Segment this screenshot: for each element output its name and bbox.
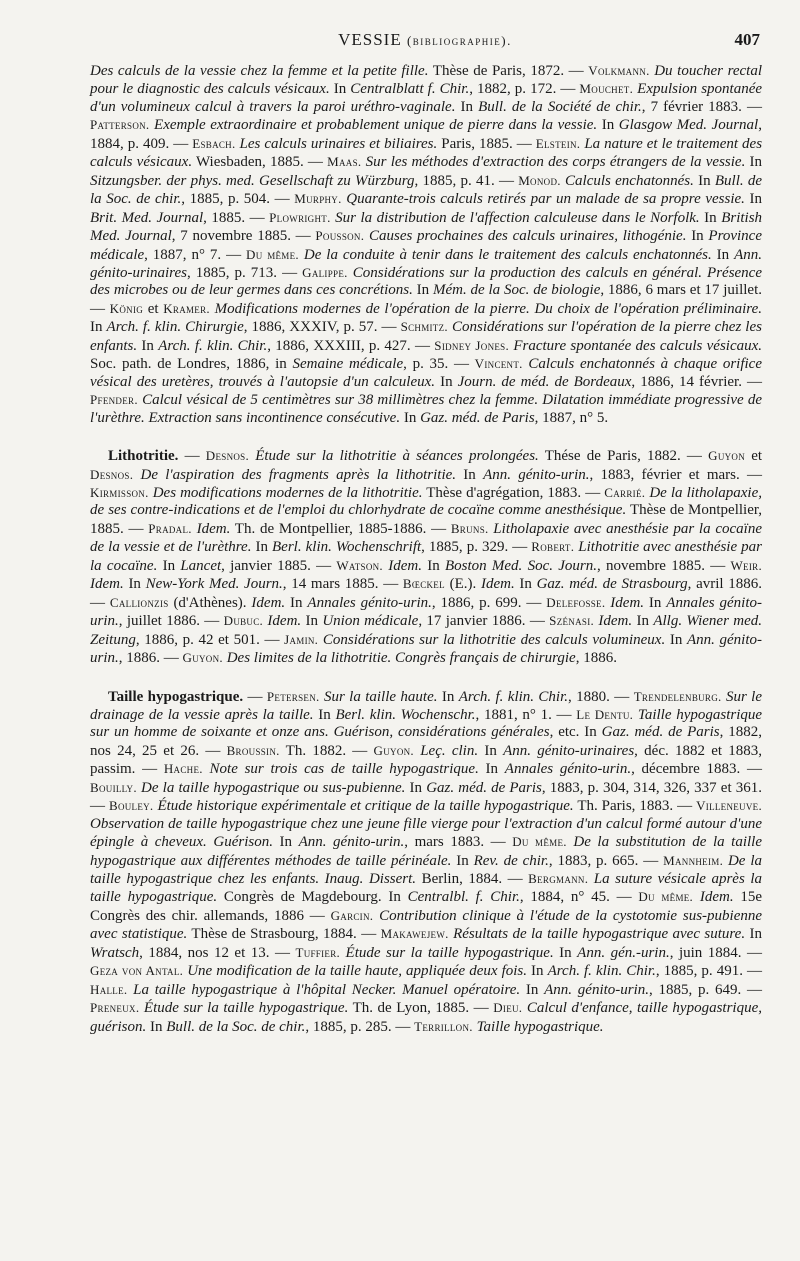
citation-text: , 1885. — xyxy=(203,209,270,226)
citation-text: , 1885, p. 41. — xyxy=(414,172,519,189)
citation-text: , 1883, p. 665. — xyxy=(548,852,664,869)
title-text: De la conduite à tenir dans le traitement des calculs enchatonnés. xyxy=(298,246,712,263)
page-number: 407 xyxy=(734,30,760,49)
title-text: Wratsch xyxy=(90,944,140,961)
title-text: Des limites de la lithotritie. Congrès français de chirurgie xyxy=(222,650,576,667)
title-text: La suture vésicale après la taille hypogastrique. xyxy=(90,871,763,906)
title-text: De la taille hypogastrique ou sus-pubienne. xyxy=(136,779,406,796)
title-text: Du toucher rectal pour le diagnostic des calculs vésicaux. xyxy=(90,63,763,98)
author-name: Desnos. xyxy=(90,466,134,482)
citation-text: Wiesbaden, 1885. — xyxy=(192,154,328,171)
author-name: Villeneuve. xyxy=(696,798,762,814)
citation-text: Thèse de Strasbourg, 1884. — xyxy=(187,926,381,943)
author-name: König xyxy=(109,300,144,316)
citation-text: In xyxy=(514,576,537,593)
author-name: Kramer. xyxy=(163,300,210,316)
citation-text: , 1880. — xyxy=(568,688,634,705)
citation-text: In xyxy=(285,594,308,611)
title-text: Idem. xyxy=(90,576,124,593)
author-name: Schmitz. xyxy=(400,319,448,335)
citation-text: et xyxy=(745,448,763,465)
title-text: Expulsion spontanée d'un volumineux calcul à travers la paroi uréthro-vaginale. xyxy=(90,81,763,115)
title-text: Berl. klin. Wochenschr. xyxy=(335,706,476,723)
citation-text: , 7 novembre 1885. — xyxy=(171,228,316,245)
title-text: Union médicale xyxy=(322,613,419,630)
citation-text: In xyxy=(527,963,548,980)
title-text: Province médicale xyxy=(90,228,762,263)
title-text: Taille hypogastrique sur un homme de soixante et onze ans. Guérison, considérations générales xyxy=(90,706,763,741)
author-name: Bergmann. xyxy=(528,871,589,887)
citation-text: , juillet 1886. — xyxy=(118,613,224,630)
citation-text: In xyxy=(146,1018,167,1035)
title-text: Sur les méthodes d'extraction des corps étrangers de la vessie. xyxy=(361,154,746,171)
citation-text: , 1884, p. 409. — xyxy=(90,117,762,152)
title-text: Étude historique expérimentale et critique de la taille hypogastrique. xyxy=(153,798,574,815)
citation-text: In xyxy=(456,466,484,483)
citation-text: Thèse de Montpellier, 1885. — xyxy=(90,502,762,537)
citation-text: In xyxy=(412,282,433,299)
citation-text: Paris, 1885. — xyxy=(437,135,536,152)
citation-text: , 1886, p. 42 et 501. — xyxy=(135,631,285,648)
citation-text: , janvier 1885. — xyxy=(221,557,337,574)
title-text: Journ. de méd. de Bordeaux xyxy=(457,373,632,390)
citation-text: , mars 1883. — xyxy=(404,834,513,851)
title-text: New-York Med. Journ. xyxy=(145,576,283,593)
title-text: Étude sur la lithotritie à séances prolongées. xyxy=(249,448,539,465)
citation-text: In xyxy=(405,779,427,796)
title-text: De la substitution de la taille hypogastrique aux différentes méthodes de taille périnéale. xyxy=(90,834,762,869)
title-text: Sur la distribution de l'affection calculeuse dans le Norfolk. xyxy=(330,209,700,226)
title-text: Calcul vésical de 5 centimètres sur 38 millimètres chez la femme. Dilatation immédiate progressive de l'urèthre. Extraction sans incontinence consécutive. xyxy=(90,392,762,426)
author-name: Vincent. xyxy=(474,356,523,372)
title-text: Lancet xyxy=(180,557,222,574)
title-text: Modifications modernes de l'opération de la pierre. Du choix de l'opération préliminaire. xyxy=(209,300,762,317)
citation-text: In xyxy=(744,191,762,208)
citation-text: In xyxy=(437,688,459,705)
title-text: Bull. de la Soc. de chir. xyxy=(166,1018,306,1035)
citation-text: In xyxy=(665,631,687,648)
citation-text: Th. de Montpellier, 1885-1886. — xyxy=(230,520,451,537)
running-title xyxy=(90,30,760,50)
title-text: Étude sur la taille hypogastrique. xyxy=(340,944,554,961)
author-name: Desnos. xyxy=(205,448,250,464)
title-text: Idem. xyxy=(605,594,645,611)
author-name: Galippe. xyxy=(302,264,348,280)
citation-text: , 1882, p. 172. — xyxy=(469,81,580,98)
title-text: Fracture spontanée des calculs vésicaux. xyxy=(509,337,763,354)
citation-text: , novembre 1885. — xyxy=(596,557,731,574)
author-name: Du même. xyxy=(512,834,567,850)
citation-text: Congrès de Magdebourg. In xyxy=(217,889,408,906)
citation-text: In xyxy=(644,594,667,611)
title-text: Considérations sur la production des calculs en général. Présence des microbes ou de leur germes dans ces concrétions. xyxy=(90,264,763,299)
citation-text: In xyxy=(745,154,763,171)
title-text: Résultats de la taille hypogastrique avec suture. xyxy=(448,926,746,943)
title-text: De la litholapaxie, de ses contre-indications et de l'emploi du chlorhydrate de cocaïne comme anesthésique. xyxy=(90,484,762,519)
running-header xyxy=(90,30,760,54)
title-text: Observation de taille hypogastrique chez une jeune fille vierge pour l'extraction d'un calcul formé autour d'une épingle à cheveux. Guérison. xyxy=(90,815,762,851)
title-text: Idem. xyxy=(251,594,286,611)
citation-text: 15e Congrès des chir. allemands, 1886 — xyxy=(90,889,762,924)
citation-text: In xyxy=(553,944,578,961)
author-name: Szénasi. xyxy=(549,613,595,629)
author-name: Trendelenburg. xyxy=(633,688,722,704)
citation-text: In xyxy=(597,117,619,134)
citation-text: Berlin, 1884. — xyxy=(416,871,529,888)
citation-text: In xyxy=(421,557,445,574)
title-text: Arch. f. klin. Chirurgie xyxy=(106,319,244,336)
citation-text: , avril 1886. — xyxy=(90,576,762,611)
author-name: Pradal. xyxy=(148,520,192,536)
citation-text: , p. 35. — xyxy=(403,356,475,373)
title-text: Gaz. méd. de Paris xyxy=(420,409,535,426)
citation-text: , 1886. — xyxy=(118,650,183,667)
title-text: Semaine médicale xyxy=(292,356,404,373)
title-text: Quarante-trois calculs retirés par un malade de sa propre vessie. xyxy=(341,191,745,208)
author-name: Guyon. xyxy=(182,650,223,666)
citation-text: , 1886, 6 mars et 17 juillet. — xyxy=(90,282,762,317)
citation-text: , 1884, nos 12 et 13. — xyxy=(139,944,296,961)
citation-text: — xyxy=(178,448,206,465)
citation-text: In xyxy=(123,576,146,593)
title-text: La taille hypogastrique à l'hôpital Necker. Manuel opératoire. xyxy=(127,981,521,998)
citation-text: , 1885, p. 713. — xyxy=(186,264,303,281)
citation-text: , 1885, p. 649. — xyxy=(649,981,763,998)
title-text: Des calculs de la vessie chez la femme et la petite fille. xyxy=(90,63,429,79)
title-text: Calcul d'enfance, taille hypogastrique, guérison. xyxy=(90,1000,763,1035)
title-text: Berl. klin. Wochenschrift xyxy=(272,539,422,556)
citation-text: Soc. path. de Londres, 1886, in xyxy=(90,356,293,373)
title-text: Étude sur la taille hypogastrique. xyxy=(139,1000,349,1017)
title-text: Une modification de la taille haute, appliquée deux fois. xyxy=(183,963,527,980)
citation-text: , décembre 1883. — xyxy=(631,761,763,778)
author-name: Weir. xyxy=(730,557,763,573)
citation-text: , 1883, p. 304, 314, 326, 337 et 361. — xyxy=(90,779,763,815)
citation-text: et xyxy=(143,300,164,317)
citation-text: , 1886. xyxy=(575,650,617,667)
title-text: Ann. génito-urinaires xyxy=(503,742,635,759)
title-text: Arch. f. klin. Chir. xyxy=(458,688,569,705)
citation-text: , 1881, n° 1. — xyxy=(475,706,577,723)
author-name: Du même. xyxy=(638,889,694,905)
citation-text: In xyxy=(329,81,351,98)
author-name: Petersen. xyxy=(266,688,320,704)
paragraph-lithotritie xyxy=(90,447,762,667)
citation-text: Th. de Lyon, 1885. — xyxy=(348,1000,494,1017)
title-text: Les calculs urinaires et biliaires. xyxy=(235,135,438,152)
author-name: Terrillon. xyxy=(414,1018,473,1034)
title-text: British Med. Journal xyxy=(90,209,763,245)
citation-text: In xyxy=(435,373,458,390)
citation-text: , juin 1884. — xyxy=(669,944,763,961)
author-name: Bouilly. xyxy=(90,779,137,795)
title-text: Des modifications modernes de la lithotritie. xyxy=(148,484,423,501)
title-text: Idem. xyxy=(594,613,633,630)
citation-text: , 17 janvier 1886. — xyxy=(418,613,550,630)
author-name: Pousson. xyxy=(315,228,365,244)
citation-text: In xyxy=(478,742,504,759)
citation-text: Thése de Paris, 1882. — xyxy=(538,448,709,465)
paragraph-calculs xyxy=(90,62,762,427)
citation-text: In xyxy=(693,172,715,189)
author-name: Le Dentu. xyxy=(576,706,634,722)
citation-text: In xyxy=(272,834,299,851)
header-subtitle: (bibliographie). xyxy=(406,33,512,48)
paragraph-taille-hypogastrique xyxy=(90,688,762,1037)
title-text: Glasgow Med. Journal xyxy=(618,117,759,134)
author-name: Makawejew. xyxy=(380,926,449,942)
citation-text: In xyxy=(455,98,479,115)
title-text: Ann. génito-urin. xyxy=(90,631,763,667)
author-name: Du même. xyxy=(246,246,299,262)
title-text: De la taille hypogastrique chez les enfants. Inaug. Dissert. xyxy=(90,852,762,888)
citation-text: In xyxy=(251,539,273,556)
citation-text: , etc. In xyxy=(549,724,602,741)
citation-text: , 1885, p. 504. — xyxy=(181,191,295,208)
author-name: Dieu. xyxy=(493,1000,523,1016)
title-text: Considérations sur l'opération de la pierre chez les enfants. xyxy=(90,319,762,354)
title-text: Ann. génito-urin. xyxy=(483,466,590,483)
author-name: Geza von Antal. xyxy=(90,963,184,979)
title-text: Lithotritie avec anesthésie par la cocaïne. xyxy=(90,539,762,574)
author-name: Broussin. xyxy=(226,742,280,758)
title-text: De l'aspiration des fragments après la lithotritie. xyxy=(133,466,457,483)
citation-text: In xyxy=(699,209,722,226)
title-text: Causes prochaines des calculs urinaires, lithogénie. xyxy=(364,228,687,245)
author-name: Maas. xyxy=(327,154,362,170)
author-name: Garcin. xyxy=(330,907,374,923)
title-text: Gaz. méd. de Strasbourg xyxy=(536,576,688,593)
title-text: Brit. Med. Journal xyxy=(90,209,204,226)
title-text: Idem. xyxy=(382,557,422,574)
citation-text: (d'Athènes). xyxy=(168,594,252,611)
author-name: Preneux. xyxy=(90,1000,140,1016)
author-name: Delefosse. xyxy=(546,594,606,610)
author-name: Robert. xyxy=(531,539,575,555)
title-text: Sur le drainage de la vessie après la taille. xyxy=(90,688,763,723)
title-text: Boston Med. Soc. Journ. xyxy=(444,557,597,574)
citation-text: In xyxy=(313,706,336,723)
citation-text: In xyxy=(157,557,181,574)
citation-text: Thèse d'agrégation, 1883. — xyxy=(422,484,605,501)
author-name: Halle. xyxy=(90,981,128,997)
citation-text: In xyxy=(520,981,545,998)
citation-text: , 1886, p. 699. — xyxy=(431,594,547,611)
citation-text: , 1885, p. 285. — xyxy=(305,1018,415,1035)
title-text: Arch. f. klin. Chir. xyxy=(547,963,656,980)
citation-text: , 1885, p. 491. — xyxy=(655,963,763,980)
author-name: Pfender. xyxy=(90,392,138,408)
citation-text: In xyxy=(451,852,474,869)
title-text: Taille hypogastrique. xyxy=(472,1018,604,1035)
citation-text: In xyxy=(137,337,159,354)
title-text: Sur la taille haute. xyxy=(319,688,438,705)
citation-text: (E.). xyxy=(444,576,481,593)
title-text: Bull. de la Société de chir. xyxy=(478,98,642,115)
citation-text: , 1886, XXXIII, p. 427. — xyxy=(267,337,435,354)
title-text: La nature et le traitement des calculs vésicaux. xyxy=(90,135,763,171)
citation-text: , 1887, n° 7. — xyxy=(144,246,246,263)
citation-text: , 1884, n° 45. — xyxy=(519,889,639,906)
author-name: Bœckel xyxy=(402,576,445,592)
author-name: Patterson. xyxy=(90,117,150,133)
citation-text: , déc. 1882 et 1883, passim. — xyxy=(90,742,762,778)
title-text: Litholapaxie avec anesthésie par la cocaïne de la vessie et de l'urèthre. xyxy=(90,520,762,556)
author-name: Plowright. xyxy=(269,209,331,225)
citation-text: In xyxy=(632,613,654,630)
title-text: Allg. Wiener med. Zeitung xyxy=(90,613,762,648)
author-name: Murphy. xyxy=(294,191,342,207)
citation-text: In xyxy=(301,613,323,630)
header-title: VESSIE xyxy=(338,30,402,49)
author-name: Jamin. xyxy=(284,631,319,647)
author-name: Mannheim. xyxy=(663,852,724,868)
author-name: Kirmisson. xyxy=(90,484,149,500)
author-name: Carrié. xyxy=(604,484,646,500)
title-text: Ann. gén.-urin. xyxy=(577,944,670,961)
title-text: Idem. xyxy=(191,520,231,537)
citation-text: Thèse de Paris, 1872. — xyxy=(428,63,589,79)
citation-text: , 7 février 1883. — xyxy=(641,98,763,115)
author-name: Bouley. xyxy=(108,798,154,814)
author-name: Volkmann. xyxy=(588,63,650,78)
citation-text: , 1886, 14 février. — xyxy=(631,373,763,390)
title-text: Mém. de la Soc. de biologie xyxy=(432,282,601,299)
citation-text: — xyxy=(243,688,267,705)
author-name: Monod. xyxy=(518,172,561,188)
citation-text: In xyxy=(745,926,762,943)
citation-text: In xyxy=(711,246,735,263)
citation-text: In xyxy=(90,319,107,336)
section-heading: Lithotritie. xyxy=(108,448,179,465)
title-text: Note sur trois cas de taille hypogastrique. xyxy=(202,761,479,778)
citation-text: , 1883, février et mars. — xyxy=(589,466,763,483)
title-text: Calculs enchatonnés à chaque orifice vésical des uretères, trouvés à l'autopsie d'un calculeux. xyxy=(90,356,762,390)
author-name: Callionzis xyxy=(109,594,169,610)
title-text: Arch. f. klin. Chir. xyxy=(158,337,268,354)
citation-text: , 1886, XXXIV, p. 57. — xyxy=(243,319,401,336)
author-name: Esbach. xyxy=(192,135,236,151)
title-text: Annales génito-urin. xyxy=(307,594,432,611)
citation-text: , 1887, n° 5. xyxy=(534,409,609,426)
title-text: Gaz. méd. de Paris xyxy=(426,779,542,796)
citation-text: Th. 1882. — xyxy=(279,742,374,759)
title-text: Calculs enchatonnés. xyxy=(560,172,694,189)
author-name: Bruns. xyxy=(450,520,489,536)
author-name: Hache. xyxy=(163,761,203,777)
citation-text: Th. Paris, 1883. — xyxy=(573,798,697,815)
citation-text: In xyxy=(400,409,421,426)
title-text: Idem. xyxy=(480,576,515,593)
author-name: Dubuc. xyxy=(223,613,264,629)
author-name: Guyon. xyxy=(373,742,414,758)
author-name: Sidney Jones. xyxy=(434,337,510,353)
citation-text: , 1885, p. 329. — xyxy=(421,539,532,556)
title-text: Ann. génito-urin. xyxy=(298,834,405,851)
title-text: Ann. génito-urin. xyxy=(544,981,650,998)
title-text: Ann. génito-urinaires xyxy=(90,246,763,281)
title-text: Contribution clinique à l'étude de la cystotomie sus-pubienne avec statistique. xyxy=(90,907,763,943)
title-text: Exemple extraordinaire et probablement unique de pierre dans la vessie. xyxy=(149,117,598,134)
citation-text: , 1882, nos 24, 25 et 26. — xyxy=(90,724,763,759)
title-text: Leç. clin. xyxy=(413,742,479,759)
bibliography-body xyxy=(90,62,762,1036)
title-text: Idem. xyxy=(263,613,302,630)
title-text: Centralblatt f. Chir. xyxy=(350,81,470,98)
author-name: Tuffier. xyxy=(295,944,341,960)
author-name: Guyon xyxy=(708,448,746,464)
title-text: Centralbl. f. Chir. xyxy=(407,889,520,906)
author-name: Mouchet. xyxy=(579,81,634,97)
title-text: Sitzungsber. der phys. med. Gesellschaft zu Würzburg xyxy=(90,172,415,189)
title-text: Idem. xyxy=(693,889,734,906)
citation-text: , 14 mars 1885. — xyxy=(282,576,403,593)
title-text: Rev. de chir. xyxy=(473,852,549,869)
title-text: Annales génito-urin. xyxy=(504,761,632,778)
title-text: Gaz. méd. de Paris xyxy=(601,724,720,741)
citation-text: In xyxy=(478,761,505,778)
section-heading: Taille hypogastrique. xyxy=(108,688,244,705)
author-name: Elstein. xyxy=(535,135,581,151)
title-text: Bull. de la Soc. de chir. xyxy=(90,172,763,208)
title-text: Annales génito-urin. xyxy=(90,594,762,630)
citation-text: In xyxy=(686,228,709,245)
title-text: Considérations sur la lithotritie des calculs volumineux. xyxy=(318,631,666,648)
author-name: Watson. xyxy=(336,557,383,573)
